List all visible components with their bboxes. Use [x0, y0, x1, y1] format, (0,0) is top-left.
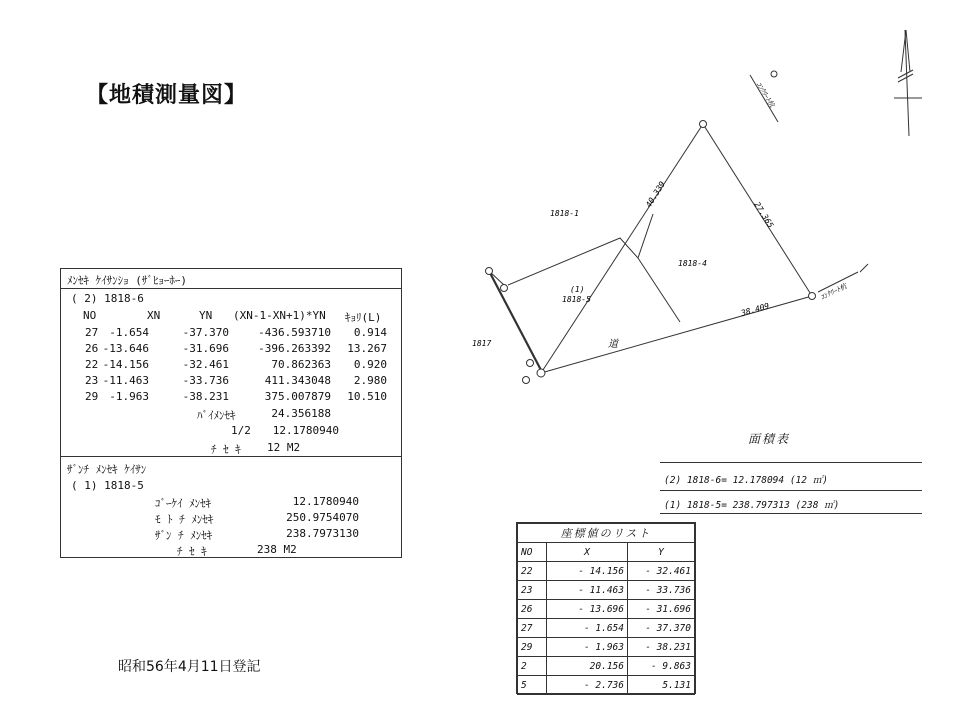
coord-row: [518, 581, 695, 600]
coord-cell-x: - 14.156: [547, 562, 628, 581]
calc-cell-product: -436.593710: [258, 326, 331, 339]
north-tick-icon: [898, 74, 913, 82]
coord-cell-no: 27: [518, 619, 547, 638]
coord-cell-y: - 33.736: [628, 581, 695, 600]
calc-cell-no: 29: [85, 390, 99, 403]
calc-cell-yn: -33.736: [182, 374, 229, 387]
coord-cell-x: - 1.654: [547, 619, 628, 638]
survey-point-icon: [486, 268, 493, 275]
calc-cell-no: 27: [85, 326, 99, 339]
calc-cell-no: 23: [85, 374, 99, 387]
coord-header-y: Y: [628, 543, 695, 562]
coord-cell-y: - 38.231: [628, 638, 695, 657]
coord-cell-y: - 37.370: [628, 619, 695, 638]
zanchi-label: ｻﾞﾝ ﾁ ﾒﾝｾｷ: [155, 529, 213, 542]
coord-cell-no: 26: [518, 600, 547, 619]
coord-row: [518, 619, 695, 638]
area-table-title: 面積表: [748, 432, 791, 446]
calc-cell-yn: -32.461: [182, 358, 229, 371]
coord-row: [518, 676, 695, 695]
area-rule: [660, 513, 922, 514]
coord-cell-y: - 32.461: [628, 562, 695, 581]
coord-cell-x: - 2.736: [547, 676, 628, 695]
marker-label-right: ｺﾝｸﾘｰﾄ杭: [819, 282, 849, 302]
calc-cell-distance: 13.267: [347, 342, 387, 355]
chiseki-value: 12 M2: [267, 441, 301, 454]
area-rule: [660, 462, 922, 463]
coord-cell-no: 22: [518, 562, 547, 581]
calc-cell-distance: 2.980: [353, 374, 387, 387]
gokei-label: ｺﾞｰｹｲ ﾒﾝｾｷ: [155, 497, 212, 510]
survey-point-icon: [771, 71, 777, 77]
coord-cell-no: 29: [518, 638, 547, 657]
zanchi-value: 238.7973130: [286, 527, 359, 540]
calc-cell-xn: -14.156: [102, 358, 149, 371]
boundary-left-thick: [489, 271, 542, 372]
north-tick-icon: [898, 70, 913, 78]
calc-divider: [61, 456, 401, 457]
area-row: (1) 1818-5= 238.797313 (238 ㎡): [664, 500, 840, 511]
distance-right: 27.365: [752, 200, 776, 230]
page-title: 【地積測量図】: [86, 83, 248, 108]
area-rule: [660, 490, 922, 491]
survey-point-icon: [809, 293, 816, 300]
calc-cell-product: 70.862363: [271, 358, 331, 371]
calc-cell-product: 375.007879: [264, 390, 331, 403]
moto-label: ﾓ ﾄ ﾁ ﾒﾝｾｷ: [155, 513, 214, 526]
coord-row: [518, 600, 695, 619]
marker-right-stroke: [860, 264, 868, 272]
calc-section1-label: ( 2) 1818-6: [71, 292, 144, 305]
calc-cell-yn: -38.231: [182, 390, 229, 403]
calc-section2-header: ｻﾞﾝﾁ ﾒﾝｾｷ ｹｲｻﾝ: [67, 463, 147, 476]
label-1818-5: 1818-5: [562, 295, 591, 304]
calc-cell-yn: -31.696: [182, 342, 229, 355]
survey-point-icon: [537, 369, 545, 377]
label-1818-5-no: (1): [570, 285, 585, 294]
coord-row: [518, 657, 695, 676]
half-label: 1/2: [231, 424, 251, 437]
chiseki-label: ﾁ ｾ ｷ: [211, 443, 241, 456]
calc-cell-product: -396.263392: [258, 342, 331, 355]
north-line: [905, 30, 909, 136]
calc-cell-xn: -11.463: [102, 374, 149, 387]
coord-cell-x: - 11.463: [547, 581, 628, 600]
survey-point-icon: [527, 360, 534, 367]
calc-cell-xn: -13.646: [102, 342, 149, 355]
survey-point-icon: [501, 285, 508, 292]
col-no: NO: [83, 309, 97, 322]
calc-cell-no: 26: [85, 342, 99, 355]
calc-cell-distance: 10.510: [347, 390, 387, 403]
coord-cell-x: - 1.963: [547, 638, 628, 657]
coord-cell-no: 23: [518, 581, 547, 600]
coordinate-list-table: [516, 522, 696, 694]
coord-cell-x: - 13.696: [547, 600, 628, 619]
inner-boundary-1818-5: [508, 238, 680, 322]
label-1817: 1817: [472, 339, 492, 348]
coord-cell-no: 5: [518, 676, 547, 695]
area-row: (2) 1818-6= 12.178094 (12 ㎡): [664, 475, 828, 486]
calc-cell-product: 411.343048: [264, 374, 331, 387]
chiseki2-value: 238 M2: [257, 543, 297, 556]
baimenseki-value: 24.356188: [271, 407, 331, 420]
marker-label-top: ｺﾝｸﾘｰﾄ杭: [754, 80, 776, 109]
survey-plan-drawing: [460, 20, 940, 400]
label-1818-4: 1818-4: [678, 259, 707, 268]
label-road: 道: [608, 339, 618, 350]
survey-point-icon: [523, 377, 530, 384]
distance-bottom: 38.409: [740, 301, 771, 318]
col-product: (XN-1-XN+1)*YN: [233, 309, 326, 322]
distance-top: 40.339: [644, 179, 668, 210]
calc-cell-no: 22: [85, 358, 99, 371]
col-yn: YN: [199, 309, 213, 322]
gokei-value: 12.1780940: [292, 495, 359, 508]
calc-header: ﾒﾝｾｷ ｹｲｻﾝｼｮ (ｻﾞﾋｮｰﾎｰ): [67, 274, 187, 287]
calc-cell-distance: 0.914: [353, 326, 387, 339]
calc-cell-distance: 0.920: [353, 358, 387, 371]
coord-header-x: X: [547, 543, 628, 562]
col-distance: ｷｮﾘ(L): [345, 311, 382, 324]
calc-cell-xn: -1.654: [109, 326, 149, 339]
baimenseki-label: ﾊﾞｲﾒﾝｾｷ: [197, 409, 236, 422]
chiseki2-label: ﾁ ｾ ｷ: [177, 545, 207, 558]
coord-row: [518, 638, 695, 657]
col-xn: XN: [147, 309, 161, 322]
coord-header-no: NO: [518, 543, 547, 562]
boundary-top-left: [541, 124, 703, 373]
coord-row: [518, 562, 695, 581]
coord-cell-y: 5.131: [628, 676, 695, 695]
coord-cell-y: - 9.863: [628, 657, 695, 676]
survey-point-icon: [700, 121, 707, 128]
coord-cell-x: 20.156: [547, 657, 628, 676]
area-calculation-table: [60, 268, 402, 558]
calc-cell-xn: -1.963: [109, 390, 149, 403]
calc-cell-yn: -37.370: [182, 326, 229, 339]
label-1818-1: 1818-1: [550, 209, 579, 218]
coord-cell-y: - 31.696: [628, 600, 695, 619]
calc-section2-label: ( 1) 1818-5: [71, 479, 144, 492]
coord-cell-no: 2: [518, 657, 547, 676]
half-value: 12.1780940: [272, 424, 339, 437]
moto-value: 250.9754070: [286, 511, 359, 524]
boundary-bottom: [541, 296, 812, 373]
coord-title: 座標値のリスト: [518, 524, 695, 543]
registration-date: 昭和56年4月11日登記: [118, 659, 261, 675]
